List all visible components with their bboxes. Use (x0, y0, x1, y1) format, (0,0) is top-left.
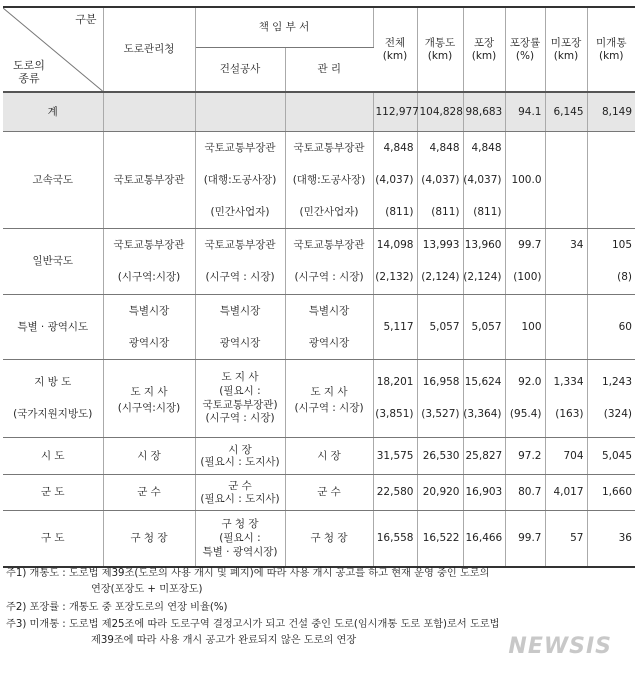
row-management: 국토교통부장관 (대행:도공사장) (민간사업자) (285, 132, 373, 229)
row-unopened: 60 (587, 295, 635, 360)
row-construction: 시 장 (필요시 : 도지사) (195, 438, 285, 475)
total-label: 계 (3, 92, 103, 132)
row-construction: 도 지 사 (필요시 : 국토교통부장관) (시구역 : 시장) (195, 360, 285, 438)
header-pave-rate: 포장률 (%) (505, 7, 545, 92)
row-authority: 시 장 (103, 438, 195, 475)
note-3-continued: 제39조에 따라 사용 개시 공고가 완료되지 않은 도로의 연장 (91, 635, 357, 647)
row-type: 일반국도 (3, 229, 103, 295)
row-management: 시 장 (285, 438, 373, 475)
header-dept: 책 임 부 서 (195, 7, 373, 47)
note-label: 주2) 포장률 : (6, 601, 69, 613)
header-construction: 건설공사 (195, 47, 285, 92)
header-gubun: 구분 (75, 13, 97, 26)
note-1-continued: 연장(포장도 + 미포장도) (91, 583, 203, 595)
table-row (3, 475, 635, 511)
row-construction: 국토교통부장관 (시구역 : 시장) (195, 229, 285, 295)
row-opened: 16,958 (3,527) (417, 360, 463, 438)
row-authority: 국토교통부장관 (시구역:시장) (103, 229, 195, 295)
note-label: 주1) 개통도 : (6, 568, 69, 579)
table-row (3, 229, 635, 295)
row-authority: 군 수 (103, 475, 195, 511)
total-opened: 104,828 (417, 92, 463, 132)
row-paved: 25,827 (463, 438, 505, 475)
table-row (3, 132, 635, 229)
note-text: 도로법 제39조(도로의 사용 개시 및 폐지)에 따라 사용 개시 공고를 하고 현재 운영 중인 도로의 (68, 568, 490, 579)
row-construction: 국토교통부장관 (대행:도공사장) (민간사업자) (195, 132, 285, 229)
row-unpaved: 1,334 (163) (545, 360, 587, 438)
row-unpaved: 34 (545, 229, 587, 295)
row-management: 국토교통부장관 (시구역 : 시장) (285, 229, 373, 295)
total-pave-rate: 94.1 (505, 92, 545, 132)
row-unpaved (545, 295, 587, 360)
newsis-watermark: NEWSIS (508, 634, 612, 659)
row-type: 특별 · 광역시도 (3, 295, 103, 360)
row-unopened: 1,660 (587, 475, 635, 511)
road-status-table (3, 6, 635, 568)
row-pave-rate: 80.7 (505, 475, 545, 511)
row-paved: 16,466 (463, 511, 505, 567)
note-1 (6, 566, 636, 582)
row-unpaved: 4,017 (545, 475, 587, 511)
table-row (3, 511, 635, 567)
total-unpaved: 6,145 (545, 92, 587, 132)
row-management: 도 지 사 (시구역 : 시장) (285, 360, 373, 438)
row-paved: 13,960 (2,124) (463, 229, 505, 295)
row-unopened: 105 (8) (587, 229, 635, 295)
header-management: 관 리 (285, 47, 373, 92)
row-opened: 4,848 (4,037) (811) (417, 132, 463, 229)
row-authority: 국토교통부장관 (103, 132, 195, 229)
row-management: 특별시장 광역시장 (285, 295, 373, 360)
row-pave-rate: 97.2 (505, 438, 545, 475)
row-pave-rate: 99.7 (100) (505, 229, 545, 295)
row-management: 군 수 (285, 475, 373, 511)
row-unpaved: 704 (545, 438, 587, 475)
total-paved: 98,683 (463, 92, 505, 132)
row-pave-rate: 99.7 (505, 511, 545, 567)
note-2 (6, 600, 636, 616)
row-authority: 구 청 장 (103, 511, 195, 567)
row-pave-rate: 92.0 (95.4) (505, 360, 545, 438)
row-paved: 5,057 (463, 295, 505, 360)
row-unopened: 36 (587, 511, 635, 567)
table-row (3, 360, 635, 438)
row-type: 지 방 도 (국가지원지방도) (3, 360, 103, 438)
row-unopened: 1,243 (324) (587, 360, 635, 438)
header-paved: 포장 (km) (463, 7, 505, 92)
total-total: 112,977 (373, 92, 417, 132)
row-construction: 군 수 (필요시 : 도지사) (195, 475, 285, 511)
row-unpaved: 57 (545, 511, 587, 567)
row-unopened: 5,045 (587, 438, 635, 475)
row-type: 고속국도 (3, 132, 103, 229)
row-total: 14,098 (2,132) (373, 229, 417, 295)
row-opened: 13,993 (2,124) (417, 229, 463, 295)
row-opened: 20,920 (417, 475, 463, 511)
row-paved: 15,624 (3,364) (463, 360, 505, 438)
row-type: 군 도 (3, 475, 103, 511)
note-text: 개통도 중 포장도로의 연장 비율(%) (68, 601, 228, 613)
header-road-type: 도로의 종류 (13, 58, 45, 85)
header-total: 전체 (km) (373, 7, 417, 92)
note-3 (6, 617, 636, 633)
row-paved: 4,848 (4,037) (811) (463, 132, 505, 229)
header-authority: 도로관리청 (103, 7, 195, 92)
header-unpaved: 미포장 (km) (545, 7, 587, 92)
row-opened: 26,530 (417, 438, 463, 475)
row-authority: 도 지 사 (시구역:시장) (103, 360, 195, 438)
row-opened: 16,522 (417, 511, 463, 567)
total-row (3, 92, 635, 132)
row-construction: 특별시장 광역시장 (195, 295, 285, 360)
row-total: 4,848 (4,037) (811) (373, 132, 417, 229)
total-unopened: 8,149 (587, 92, 635, 132)
row-management: 구 청 장 (285, 511, 373, 567)
row-total: 22,580 (373, 475, 417, 511)
row-paved: 16,903 (463, 475, 505, 511)
header-diagonal-cell (3, 7, 103, 92)
row-total: 31,575 (373, 438, 417, 475)
row-total: 16,558 (373, 511, 417, 567)
row-total: 5,117 (373, 295, 417, 360)
row-authority: 특별시장 광역시장 (103, 295, 195, 360)
row-pave-rate: 100.0 (505, 132, 545, 229)
note-label: 주3) 미개통 : (6, 619, 69, 631)
table-row (3, 295, 635, 360)
table-row (3, 438, 635, 475)
row-type: 구 도 (3, 511, 103, 567)
header-opened: 개통도 (km) (417, 7, 463, 92)
note-text: 도로법 제25조에 따라 도로구역 결정고시가 되고 건설 중인 도로(임시개통 도로 포함)로서 도로법 (68, 619, 500, 631)
row-total: 18,201 (3,851) (373, 360, 417, 438)
row-type: 시 도 (3, 438, 103, 475)
row-pave-rate: 100 (505, 295, 545, 360)
row-construction: 구 청 장 (필요시 : 특별 · 광역시장) (195, 511, 285, 567)
row-opened: 5,057 (417, 295, 463, 360)
header-unopened: 미개통 (km) (587, 7, 635, 92)
